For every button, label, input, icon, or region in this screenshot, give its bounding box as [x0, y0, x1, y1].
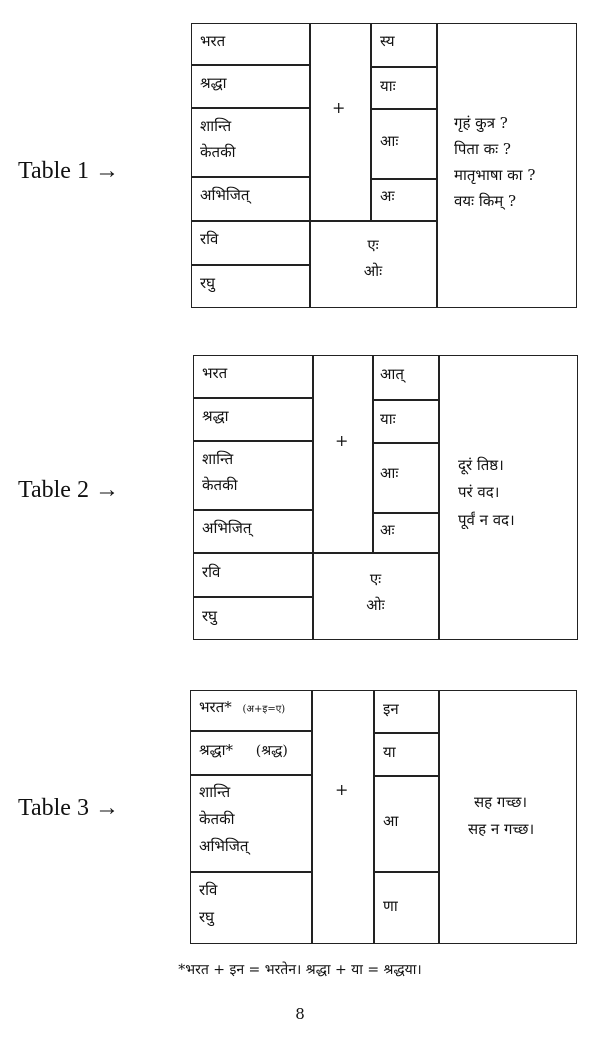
stem-raghu: रघु [200, 274, 216, 292]
stem-ketaki: केतकी [199, 810, 235, 828]
stem-note: (अ+इ=ए) [242, 704, 286, 715]
ending-aa: आ [383, 812, 399, 830]
stem-shraddha [199, 741, 288, 761]
ending-ah: अः [380, 521, 395, 539]
ending-yah: याः [380, 77, 396, 95]
table-1-label: Table 1 → [18, 158, 119, 184]
stem-bharata [199, 698, 285, 718]
stem-shanti: शान्ति [199, 783, 231, 801]
stem-ketaki: केतकी [202, 476, 238, 494]
ending-eh: एः [367, 236, 379, 254]
sentence: पूर्वं न वद। [458, 511, 515, 529]
stem-bharata: भरत [202, 364, 228, 382]
ending-sya: स्य [380, 32, 395, 50]
stem-raghu: रघु [202, 607, 218, 625]
table-1 [191, 23, 577, 308]
plus-sign: + [332, 98, 346, 117]
table-2-label: Table 2 → [18, 477, 119, 503]
ending-ya: या [383, 743, 396, 761]
stem-raghu: रघु [199, 908, 215, 926]
stem-abhijit: अभिजित् [199, 837, 249, 855]
sentence: मातृभाषा का ? [454, 166, 536, 184]
stem-shanti: शान्ति [202, 450, 234, 468]
stem-shanti: शान्ति [200, 117, 232, 135]
sentence: परं वद। [458, 483, 500, 501]
ending-naa: णा [383, 897, 398, 915]
stem-shraddha: श्रद्धा [200, 74, 227, 92]
plus-sign: + [335, 780, 349, 799]
stem-ravi: रवि [200, 230, 219, 248]
sentence: सह गच्छ। [474, 793, 528, 811]
stem-abhijit: अभिजित् [200, 186, 250, 204]
sentence: सह न गच्छ। [468, 820, 535, 838]
ending-oh: ओः [366, 596, 385, 614]
ending-eh: एः [369, 570, 382, 588]
sentence: गृहं कुत्र ? [454, 114, 508, 132]
ending-oh: ओः [363, 262, 383, 280]
table-3 [190, 690, 577, 944]
ending-aah: आः [380, 132, 399, 150]
page-number: 8 [295, 1005, 305, 1023]
stem-ravi: रवि [202, 563, 221, 581]
ending-aah: आः [380, 464, 399, 482]
ending-ina: इन [383, 700, 399, 718]
stem-shraddha: श्रद्धा [202, 407, 229, 425]
stem-ketaki: केतकी [200, 143, 236, 161]
stem-shraddha-label: श्रद्धा* [199, 741, 233, 759]
stem-ravi: रवि [199, 881, 218, 899]
ending-aat: आत् [380, 365, 404, 383]
ending-ah: अः [380, 187, 395, 205]
table-3-label: Table 3 → [18, 795, 119, 821]
ending-yah: याः [380, 410, 396, 428]
sentence: पिता कः ? [454, 140, 511, 158]
sentence: दूरं तिष्ठ। [458, 456, 504, 474]
sentence: वयः किम् ? [454, 192, 517, 210]
stem-note: (श्रद्ध) [255, 743, 288, 759]
footnote: *भरत + इन = भरतेन। श्रद्धा + या = श्रद्धया। [178, 962, 422, 978]
stem-bharata: भरत [200, 32, 226, 50]
plus-sign: + [335, 431, 349, 450]
table-2 [193, 355, 578, 640]
stem-bharata-label: भरत* [199, 698, 232, 716]
stem-abhijit: अभिजित् [202, 519, 252, 537]
